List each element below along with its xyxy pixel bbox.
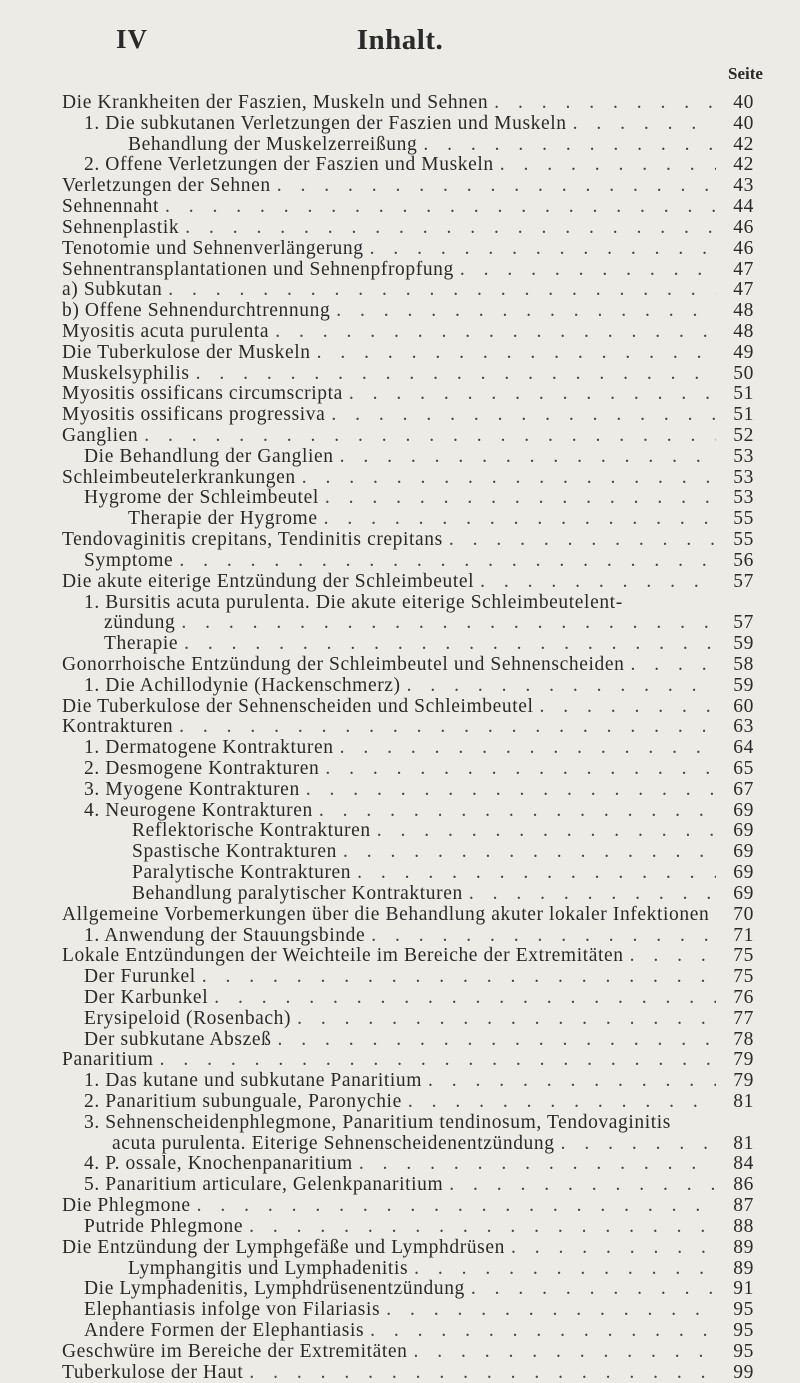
toc-entry-page: 52	[733, 425, 754, 446]
toc-entry-page: 71	[733, 924, 754, 946]
toc-entry-page: 55	[733, 529, 754, 551]
toc-entry-page: 76	[733, 986, 754, 1008]
toc-entry-page: 57	[733, 570, 754, 592]
toc-entry-page: 51	[733, 404, 754, 426]
toc-entry	[0, 343, 754, 364]
toc-entry	[0, 260, 754, 281]
toc-entry	[0, 1050, 754, 1071]
toc-entry-title: a) Subkutan	[62, 280, 163, 301]
toc-entry-title: Sehnenplastik	[62, 217, 180, 238]
toc-entry-title: Die Krankheiten der Faszien, Muskeln und Sehnen	[62, 93, 489, 113]
page-title: Inhalt.	[356, 24, 444, 56]
toc-entry-page: 57	[733, 612, 754, 634]
toc-entry-page: 88	[733, 1215, 754, 1237]
toc-leader-dots	[561, 1134, 716, 1155]
toc-entry-page: 50	[733, 362, 754, 384]
toc-entry	[0, 322, 754, 343]
toc-leader-dots	[319, 801, 716, 822]
toc-entry-page: 53	[733, 466, 754, 488]
toc-entry-title: Schleimbeutelerkrankungen	[62, 467, 296, 488]
toc-entry	[0, 717, 754, 738]
toc-entry-title: 1. Bursitis acuta purulenta. Die akute eiterige Schleimbeutelent-	[84, 592, 623, 613]
toc-entry-page: 56	[733, 549, 754, 571]
toc-entry	[0, 384, 754, 405]
toc-entry-page: 86	[733, 1174, 754, 1196]
toc-entry	[0, 155, 754, 176]
toc-entry	[0, 1217, 754, 1238]
toc-entry	[0, 1092, 754, 1113]
toc-leader-dots	[277, 1030, 716, 1051]
toc-entry-page: 60	[733, 695, 754, 717]
toc-entry-title: Behandlung der Muskelzerreißung	[128, 134, 418, 155]
toc-entry-title: Kontrakturen	[62, 717, 174, 738]
toc-leader-dots	[370, 1321, 716, 1342]
toc-leader-dots	[349, 384, 716, 405]
toc-entry-page: 79	[733, 1070, 754, 1092]
toc-leader-dots	[181, 613, 716, 634]
toc-leader-dots	[325, 488, 716, 509]
toc-leader-dots	[630, 946, 716, 967]
toc-leader-dots	[449, 530, 716, 551]
toc-entry	[0, 946, 754, 967]
toc-entry	[0, 988, 754, 1009]
toc-leader-dots	[460, 260, 716, 281]
toc-entry-title: Myositis acuta purulenta	[62, 321, 270, 342]
toc-leader-dots	[414, 1342, 717, 1363]
toc-entry-page: 79	[733, 1049, 754, 1071]
toc-entry-title: Tendovaginitis crepitans, Tendinitis crepitans	[62, 530, 443, 551]
toc-entry-page: 47	[733, 258, 754, 280]
toc-entry	[0, 801, 754, 822]
toc-leader-dots	[500, 155, 716, 176]
toc-entry-page: 46	[733, 216, 754, 238]
toc-entry-page: 49	[733, 341, 754, 363]
toc-leader-dots	[317, 343, 716, 364]
toc-entry	[0, 364, 754, 385]
toc-entry-title: 1. Das kutane und subkutane Panaritium	[84, 1071, 422, 1092]
toc-entry	[0, 176, 754, 197]
toc-entry	[0, 280, 754, 301]
toc-entry-title: Tenotomie und Sehnenverlängerung	[62, 238, 364, 259]
toc-entry	[0, 780, 754, 801]
toc-entry-title: Allgemeine Vorbemerkungen über die Behandlung akuter lokaler Infektionen	[62, 904, 710, 925]
toc-entry	[0, 593, 754, 614]
toc-entry-page: 42	[733, 154, 754, 176]
toc-entry-page: 43	[733, 175, 754, 197]
toc-entry	[0, 967, 754, 988]
toc-entry-page: 81	[733, 1091, 754, 1112]
toc-entry-page: 67	[733, 778, 754, 800]
toc-entry	[0, 905, 754, 926]
toc-leader-dots	[168, 280, 716, 301]
toc-entry	[0, 572, 754, 593]
toc-entry-title: 1. Die Achillodynie (Hackenschmerz)	[84, 675, 401, 696]
toc-leader-dots	[408, 1092, 716, 1113]
toc-entry-page: 53	[733, 487, 754, 509]
toc-entry-title: Gonorrhoische Entzündung der Schleimbeutel und Sehnenscheiden	[62, 654, 625, 675]
toc-entry-title: Die Tuberkulose der Sehnenscheiden und Schleimbeutel	[62, 696, 534, 717]
toc-leader-dots	[340, 447, 716, 468]
toc-entry-title: Andere Formen der Elephantiasis	[84, 1320, 365, 1341]
toc-leader-dots	[184, 634, 716, 655]
toc-entry-title: 4. P. ossale, Knochenpanaritium	[84, 1154, 353, 1175]
toc-entry	[0, 1321, 754, 1342]
toc-entry-page: 91	[733, 1278, 754, 1300]
toc-leader-dots	[377, 821, 716, 842]
toc-leader-dots	[277, 176, 716, 197]
toc-entry-title: Reflektorische Kontrakturen	[132, 821, 371, 842]
toc-entry	[0, 1238, 754, 1259]
toc-entry-title: Sehnentransplantationen und Sehnenpfropfung	[62, 259, 454, 280]
toc-entry-title: Therapie	[104, 634, 179, 655]
toc-leader-dots	[196, 364, 716, 385]
toc-entry-page: 69	[733, 882, 754, 904]
toc-leader-dots	[144, 426, 716, 447]
toc-entry	[0, 114, 754, 135]
toc-entry-page: 53	[733, 445, 754, 467]
toc-entry-title: Der subkutane Abszeß	[84, 1029, 272, 1050]
toc-leader-dots	[325, 759, 716, 780]
toc-entry-title: Hygrome der Schleimbeutel	[84, 488, 319, 509]
toc-entry	[0, 551, 754, 572]
toc-leader-dots	[302, 468, 716, 489]
toc-entry-title: 1. Dermatogene Kontrakturen	[84, 738, 334, 759]
toc-entry	[0, 842, 754, 863]
toc-entry-title: Myositis ossificans circumscripta	[62, 384, 343, 405]
toc-leader-dots	[336, 301, 716, 322]
toc-leader-dots	[386, 1300, 716, 1321]
toc-entry-page: 40	[733, 92, 754, 113]
toc-entry	[0, 1196, 754, 1217]
toc-entry-page: 81	[733, 1132, 754, 1154]
toc-leader-dots	[480, 572, 716, 593]
toc-entry	[0, 301, 754, 322]
table-of-contents	[0, 93, 800, 1383]
toc-entry	[0, 759, 754, 780]
toc-entry	[0, 197, 754, 218]
toc-entry-title: Muskelsyphilis	[62, 363, 190, 384]
toc-leader-dots	[165, 197, 716, 218]
toc-entry	[0, 697, 754, 718]
toc-entry	[0, 1300, 754, 1321]
toc-entry-title: Therapie der Hygrome	[128, 509, 318, 530]
toc-entry-page: 48	[733, 300, 754, 322]
toc-entry-title: Putride Phlegmone	[84, 1216, 244, 1237]
toc-entry-page: 64	[733, 737, 754, 759]
toc-entry-page: 89	[733, 1236, 754, 1258]
page-column-label: Seite	[728, 64, 763, 83]
toc-entry-page: 84	[733, 1153, 754, 1175]
toc-entry-page: 69	[733, 799, 754, 821]
toc-leader-dots	[449, 1175, 716, 1196]
toc-entry-title: Die Phlegmone	[62, 1196, 191, 1217]
toc-leader-dots	[371, 926, 716, 947]
toc-entry-title: 1. Die subkutanen Verletzungen der Faszien und Muskeln	[84, 113, 567, 134]
toc-entry	[0, 821, 754, 842]
toc-entry	[0, 468, 754, 489]
toc-entry	[0, 1009, 754, 1030]
toc-leader-dots	[297, 1009, 716, 1030]
toc-leader-dots	[185, 218, 716, 239]
toc-entry-title: Symptome	[84, 550, 174, 571]
toc-leader-dots	[423, 135, 716, 156]
toc-entry	[0, 655, 754, 676]
toc-leader-dots	[214, 988, 716, 1009]
toc-entry-title: b) Offene Sehnendurchtrennung	[62, 301, 331, 322]
toc-leader-dots	[324, 509, 716, 530]
toc-entry-page: 75	[733, 966, 754, 988]
toc-entry	[0, 447, 754, 468]
toc-entry-title: 3. Sehnenscheidenphlegmone, Panaritium tendinosum, Tendovaginitis	[84, 1112, 671, 1133]
toc-entry-page: 95	[733, 1319, 754, 1341]
toc-entry-page: 87	[733, 1195, 754, 1217]
toc-entry-title: 3. Myogene Kontrakturen	[84, 779, 300, 800]
toc-entry	[0, 634, 754, 655]
toc-leader-dots	[469, 884, 716, 905]
toc-entry-title: 4. Neurogene Kontrakturen	[84, 800, 313, 821]
toc-leader-dots	[573, 114, 716, 135]
toc-entry-page: 44	[733, 196, 754, 218]
toc-entry-title: Verletzungen der Sehnen	[62, 176, 271, 197]
toc-entry	[0, 863, 754, 884]
toc-leader-dots	[331, 405, 716, 426]
toc-leader-dots	[428, 1071, 716, 1092]
toc-entry	[0, 1113, 754, 1134]
toc-entry-title: Erysipeloid (Rosenbach)	[84, 1008, 292, 1029]
toc-entry-page: 65	[733, 758, 754, 779]
toc-leader-dots	[370, 239, 716, 260]
toc-entry-page: 99	[733, 1361, 754, 1383]
toc-entry-page: 55	[733, 508, 754, 530]
toc-leader-dots	[357, 863, 716, 884]
toc-leader-dots	[494, 93, 716, 114]
toc-leader-dots	[249, 1363, 716, 1383]
toc-entry-title: Paralytische Kontrakturen	[132, 863, 352, 884]
toc-leader-dots	[306, 780, 716, 801]
toc-entry-title: Tuberkulose der Haut	[62, 1362, 244, 1383]
toc-entry	[0, 1134, 754, 1155]
toc-entry-title: acuta purulenta. Eiterige Sehnenscheidenentzündung	[112, 1133, 555, 1154]
toc-entry	[0, 1071, 754, 1092]
toc-entry	[0, 884, 754, 905]
toc-entry-title: Elephantiasis infolge von Filariasis	[84, 1300, 381, 1321]
toc-entry	[0, 613, 754, 634]
toc-entry-page: 46	[733, 237, 754, 259]
toc-entry	[0, 93, 754, 114]
toc-entry-title: Die Behandlung der Ganglien	[84, 446, 334, 467]
toc-entry-page: 69	[733, 820, 754, 842]
toc-entry	[0, 1154, 754, 1175]
toc-leader-dots	[202, 967, 716, 988]
toc-leader-dots	[359, 1154, 716, 1175]
toc-entry-page: 89	[733, 1257, 754, 1279]
toc-entry-title: Lymphangitis und Lymphadenitis	[128, 1258, 409, 1279]
toc-entry	[0, 1342, 754, 1363]
toc-entry-title: 5. Panaritium articulare, Gelenkpanaritium	[84, 1175, 444, 1196]
toc-entry	[0, 239, 754, 260]
toc-entry-title: Ganglien	[62, 426, 139, 446]
toc-leader-dots	[471, 1279, 716, 1300]
toc-entry	[0, 738, 754, 759]
toc-leader-dots	[343, 842, 716, 863]
toc-entry-page: 59	[733, 633, 754, 655]
toc-leader-dots	[160, 1050, 716, 1071]
toc-leader-dots	[179, 551, 716, 572]
toc-leader-dots	[179, 717, 716, 738]
toc-entry-title: 2. Panaritium subunguale, Paronychie	[84, 1092, 402, 1112]
toc-entry-page: 47	[733, 279, 754, 301]
toc-leader-dots	[197, 1196, 716, 1217]
toc-entry-title: Panaritium	[62, 1050, 154, 1071]
toc-entry-page: 69	[733, 862, 754, 884]
toc-entry-page: 75	[733, 945, 754, 967]
toc-leader-dots	[715, 905, 716, 926]
toc-entry-page: 59	[733, 674, 754, 696]
toc-entry-page: 69	[733, 841, 754, 863]
toc-entry-title: Die Entzündung der Lymphgefäße und Lymphdrüsen	[62, 1237, 505, 1258]
toc-entry	[0, 488, 754, 509]
toc-entry	[0, 405, 754, 426]
toc-entry	[0, 135, 754, 156]
toc-leader-dots	[340, 738, 716, 759]
toc-entry-page: 48	[733, 320, 754, 342]
toc-entry-page: 77	[733, 1007, 754, 1029]
toc-entry-title: 1. Anwendung der Stauungsbinde	[84, 925, 366, 946]
toc-entry-title: Geschwüre im Bereiche der Extremitäten	[62, 1341, 408, 1362]
toc-entry-title: Sehnennaht	[62, 197, 159, 218]
toc-entry-page: 63	[733, 716, 754, 738]
toc-entry	[0, 676, 754, 697]
toc-entry-page: 78	[733, 1028, 754, 1050]
toc-entry	[0, 218, 754, 239]
toc-entry-title: Die Tuberkulose der Muskeln	[62, 342, 311, 363]
toc-entry	[0, 530, 754, 551]
toc-leader-dots	[249, 1217, 716, 1238]
toc-entry-title: 2. Desmogene Kontrakturen	[84, 759, 320, 779]
toc-entry-title: Die akute eiterige Entzündung der Schleimbeutel	[62, 571, 475, 592]
toc-leader-dots	[630, 655, 716, 676]
toc-entry-page: 51	[733, 383, 754, 405]
toc-entry-page: 40	[733, 112, 754, 134]
toc-entry-page: 95	[733, 1340, 754, 1362]
toc-entry	[0, 1279, 754, 1300]
toc-entry-title: Der Karbunkel	[84, 987, 209, 1008]
toc-entry-page: 58	[733, 653, 754, 675]
toc-entry-title: 2. Offene Verletzungen der Faszien und Muskeln	[84, 155, 494, 176]
toc-entry-page: 70	[733, 903, 754, 925]
toc-leader-dots	[407, 676, 716, 697]
toc-entry-title: Myositis ossificans progressiva	[62, 405, 326, 426]
toc-entry	[0, 1175, 754, 1196]
toc-entry-page: 95	[733, 1299, 754, 1321]
toc-entry-title: zündung	[104, 613, 176, 634]
toc-entry	[0, 1363, 754, 1383]
toc-entry	[0, 1030, 754, 1051]
toc-entry	[0, 926, 754, 947]
toc-entry-title: Spastische Kontrakturen	[132, 842, 337, 863]
toc-entry-title: Der Furunkel	[84, 967, 196, 988]
page-number: IV	[116, 24, 149, 54]
toc-entry	[0, 509, 754, 530]
toc-entry-page: 42	[733, 133, 754, 155]
toc-leader-dots	[540, 697, 717, 718]
toc-leader-dots	[275, 322, 716, 343]
toc-entry-title: Die Lymphadenitis, Lymphdrüsenentzündung	[84, 1279, 465, 1300]
toc-entry	[0, 426, 754, 447]
toc-leader-dots	[511, 1238, 716, 1259]
toc-entry-title: Lokale Entzündungen der Weichteile im Bereiche der Extremitäten	[62, 946, 624, 967]
toc-entry-title: Behandlung paralytischer Kontrakturen	[132, 883, 463, 904]
